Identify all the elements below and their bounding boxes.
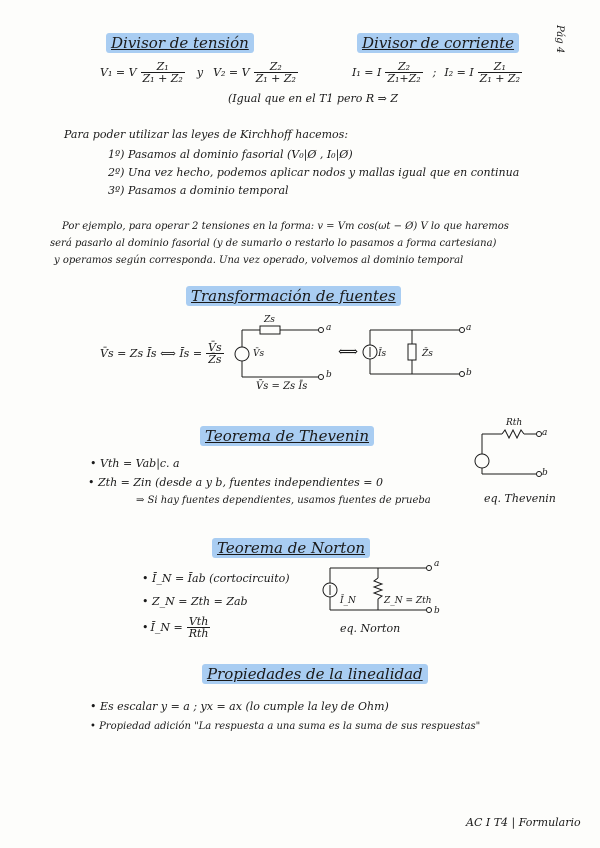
thevenin-note: ⇒ Si hay fuentes dependientes, usamos fuentes de prueba	[136, 495, 431, 506]
thevenin-item-1-text: Vth = Vab|c. a	[100, 457, 180, 470]
thevenin-item-1: • Vth = Vab|c. a	[90, 457, 180, 470]
v1-fraction	[141, 61, 185, 84]
thevenin-item-2: • Zth = Zin (desde a y b, fuentes independientes = 0	[88, 476, 383, 489]
terminal-a	[427, 566, 432, 571]
divisor-tension-eq	[100, 61, 300, 84]
resistor-zn	[374, 578, 382, 599]
heading-divisor-tension: Divisor de tensión	[106, 33, 254, 53]
ejemplo-line-1: Por ejemplo, para operar 2 tensiones en la forma: v = Vm cos(ωt − Ø) V lo que haremos	[62, 221, 509, 232]
circuit-norton-eq	[320, 564, 440, 614]
transform-num: V̄s	[208, 341, 222, 354]
norton-item-2-text: Z_N = Zth = Zab	[152, 595, 248, 608]
label-a-n: a	[434, 559, 440, 569]
kirchhoff-step-1: 1º) Pasamos al dominio fasorial (V₀|Ø , I₀|Ø)	[108, 148, 353, 161]
thevenin-item-2-text: Zth = Zin (desde a y b, fuentes independientes = 0	[98, 476, 383, 489]
sep: ;	[432, 66, 437, 79]
transform-fraction	[206, 342, 224, 365]
heading-divisor-corriente: Divisor de corriente	[357, 33, 519, 53]
v1-num: Z₁	[141, 61, 185, 73]
label-b: b	[326, 370, 332, 380]
label-zs2: Z̄s	[422, 349, 433, 359]
v1-lhs: V₁ = V	[100, 66, 137, 79]
i2-num: Z₁	[478, 61, 522, 73]
bullet: •	[142, 621, 149, 634]
terminal-a	[460, 328, 465, 333]
label-b2: b	[466, 368, 472, 378]
equivalence-arrow: ⟺	[338, 344, 359, 360]
transformacion-eq	[100, 342, 226, 365]
heading-transformacion: Transformación de fuentes	[186, 286, 401, 306]
terminal-b	[427, 608, 432, 613]
norton-item-1-text: Ī_N = Īab (cortocircuito)	[152, 572, 290, 585]
i1-fraction	[385, 61, 422, 84]
linealidad-item-2-text: Propiedad adición "La respuesta a una suma es la suma de sus respuestas"	[99, 721, 481, 732]
divisor-corriente-eq	[352, 61, 524, 84]
v2-lhs: V₂ = V	[213, 66, 250, 79]
norton-item-3	[142, 616, 212, 639]
resistor-rth	[502, 430, 524, 438]
v2-den: Z₁ + Z₂	[255, 72, 296, 85]
label-a-th: a	[542, 428, 548, 438]
page-label: Pág 4	[554, 25, 565, 54]
footer-label: AC I T4 | Formulario	[466, 816, 581, 829]
terminal-b	[319, 375, 324, 380]
i1-den: Z₁+Z₂	[387, 72, 421, 85]
in-den: Rth	[188, 627, 209, 640]
transform-den: Z̄s	[208, 353, 222, 366]
v2-fraction	[254, 61, 298, 84]
in-fraction	[187, 616, 211, 639]
ejemplo-line-2: será pasarlo al dominio fasorial (y de sumarlo o restarlo lo pasamos a forma cartesiana)	[50, 238, 497, 249]
label-vs: V̄s	[253, 349, 265, 359]
impedance-zs	[260, 326, 280, 334]
norton-caption: eq. Norton	[340, 622, 401, 635]
v1-den: Z₁ + Z₂	[142, 72, 183, 85]
heading-linealidad: Propiedades de la linealidad	[202, 664, 428, 684]
linealidad-item-1-text: Es escalar y = a ; yx = ax (lo cumple la ley de Ohm)	[100, 700, 389, 713]
label-a2: a	[466, 323, 472, 333]
i2-den: Z₁ + Z₂	[479, 72, 520, 85]
norton-item-1: • Ī_N = Īab (cortocircuito)	[142, 572, 290, 585]
label-rth: Rth	[506, 418, 523, 428]
transform-lhs: V̄s = Zs Īs ⟺ Īs =	[100, 347, 203, 360]
linealidad-item-1: • Es escalar y = a ; yx = ax (lo cumple la ley de Ohm)	[90, 700, 389, 713]
voltage-source-icon	[475, 454, 489, 468]
kirchhoff-intro: Para poder utilizar las leyes de Kirchhoff hacemos:	[64, 128, 349, 141]
thevenin-caption: eq. Thevenin	[484, 492, 556, 505]
label-b-th: b	[542, 468, 548, 478]
heading-norton: Teorema de Norton	[212, 538, 370, 558]
label-is: Īs	[378, 349, 387, 359]
label-zn: Z_N = Zth	[384, 596, 432, 606]
kirchhoff-step-3: 3º) Pasamos a dominio temporal	[108, 184, 289, 197]
i1-lhs: I₁ = I	[352, 66, 382, 79]
heading-thevenin: Teorema de Thevenin	[200, 426, 374, 446]
label-zs: Zs	[264, 315, 275, 325]
terminal-b	[460, 372, 465, 377]
label-in: Ī_N	[340, 596, 356, 606]
label-a: a	[326, 323, 332, 333]
linealidad-item-2: • Propiedad adición "La respuesta a una suma es la suma de sus respuestas"	[90, 721, 481, 732]
terminal-b	[537, 472, 542, 477]
i1-num: Z₂	[385, 61, 422, 73]
ejemplo-line-3: y operamos según corresponda. Una vez operado, volvemos al dominio temporal	[54, 255, 464, 266]
voltage-source-icon	[235, 347, 249, 361]
circuit-source-thevenin	[232, 326, 332, 386]
conj: y	[196, 66, 204, 79]
label-b-n: b	[434, 606, 440, 616]
norton-item-2: • Z_N = Zth = Zab	[142, 595, 248, 608]
in-lhs: Ī_N =	[150, 621, 183, 634]
impedance-zs	[408, 344, 416, 360]
transform-bottom-eq: V̄s = Zs Īs	[256, 381, 308, 392]
terminal-a	[537, 432, 542, 437]
v2-num: Z₂	[254, 61, 298, 73]
kirchhoff-step-2: 2º) Una vez hecho, podemos aplicar nodos y mallas igual que en continua	[108, 166, 520, 179]
divisor-note: (Igual que en el T1 pero R ⇒ Z	[228, 92, 398, 105]
in-num: Vth	[187, 616, 211, 628]
terminal-a	[319, 328, 324, 333]
i2-fraction	[478, 61, 522, 84]
i2-lhs: I₂ = I	[444, 66, 474, 79]
